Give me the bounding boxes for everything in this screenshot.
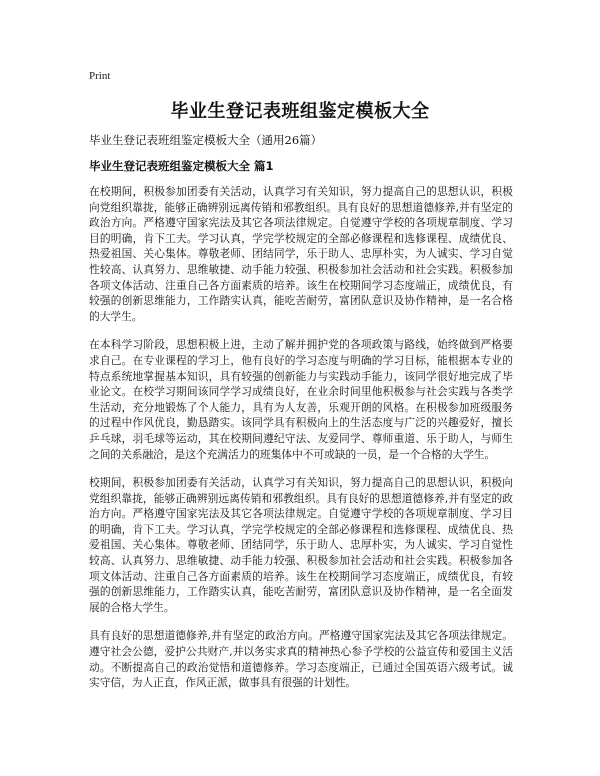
document-title: 毕业生登记表班组鉴定模板大全: [170, 101, 430, 122]
body-paragraph-4: 具有良好的思想道德修养,并有坚定的政治方向。严格遵守国家宪法及其它各项法律规定。遵守社会公德，爱护公共财产,并以务实求真的精神热心参予学校的公益宣传和爱国主义活动。不断提高自己的政治觉悟和道德修养。学习态度端正，已通过全国英语六级考试。诚实守信，为人正直，作风正派，做事具有很强的计划性。: [89, 629, 513, 690]
print-link[interactable]: Print: [89, 70, 111, 82]
section-heading: 毕业生登记表班组鉴定模板大全 篇1: [89, 159, 274, 173]
document-body: [89, 184, 513, 704]
document-subtitle: 毕业生登记表班组鉴定模板大全（通用26篇）: [89, 133, 323, 147]
body-paragraph-2: 在本科学习阶段，思想积极上进，主动了解并拥护党的各项政策与路线，始终做到严格要求自己。在专业课程的学习上，他有良好的学习态度与明确的学习目标，能根据本专业的特点系统地掌握基本知识，具有较强的创新能力与实践动手能力，该同学很好地完成了毕业论文。在校学习期间该同学学习成绩良好，在业余时间里他积极参与社会实践与各类学生活动，充分地锻炼了个人能力，具有为人友善，乐观开朗的风格。在积极参加班级服务的过程中作风优良，勤恳踏实。该同学具有积极向上的生活态度与广泛的兴趣爱好，擅长乒乓球，羽毛球等运动，其在校期间遵纪守法、友爱同学、尊师重道、乐于助人，与师生之间的关系融洽，是这个充满活力的班集体中不可或缺的一员，是一个合格的大学生。: [89, 338, 513, 461]
body-paragraph-1: 在校期间，积极参加团委有关活动，认真学习有关知识，努力提高自己的思想认识，积极向党组织靠拢，能够正确辨别远离传销和邪教组织。具有良好的思想道德修养,并有坚定的政治方向。严格遵守国家宪法及其它各项法律规定。自觉遵守学校的各项规章制度、学习目的明确，肯下工夫。学习认真，学完学校规定的全部必修课程和选修课程、成绩优良、热爱祖国、关心集体。尊敬老师、团结同学，乐于助人、忠厚朴实，为人诚实、学习自觉性较高、认真努力、思维敏捷、动手能力较强、积极参加社会活动和社会实践。积极参加各项文体活动、注重自己各方面素质的培养。该生在校期间学习态度端正，成绩优良，有较强的创新思维能力，工作踏实认真，能吃苦耐劳，富团队意识及协作精神，是一名合格的大学生。: [89, 185, 513, 323]
body-paragraph-3: 校期间，积极参加团委有关活动，认真学习有关知识，努力提高自己的思想认识，积极向党组织靠拢，能够正确辨别远离传销和邪教组织。具有良好的思想道德修养,并有坚定的政治方向。严格遵守国家宪法及其它各项法律规定。自觉遵守学校的各项规章制度、学习目的明确，肯下工夫。学习认真，学完学校规定的全部必修课程和选修课程、成绩优良、热爱祖国、关心集体。尊敬老师、团结同学，乐于助人、忠厚朴实，为人诚实、学习自觉性较高、认真努力、思维敏捷、动手能力较强、积极参加社会活动和社会实践。积极参加各项文体活动、注重自己各方面素质的培养。该生在校期间学习态度端正，成绩优良，有较强的创新思维能力，工作踏实认真，能吃苦耐劳，富团队意识及协作精神，是一名全面发展的合格大学生。: [89, 476, 513, 614]
